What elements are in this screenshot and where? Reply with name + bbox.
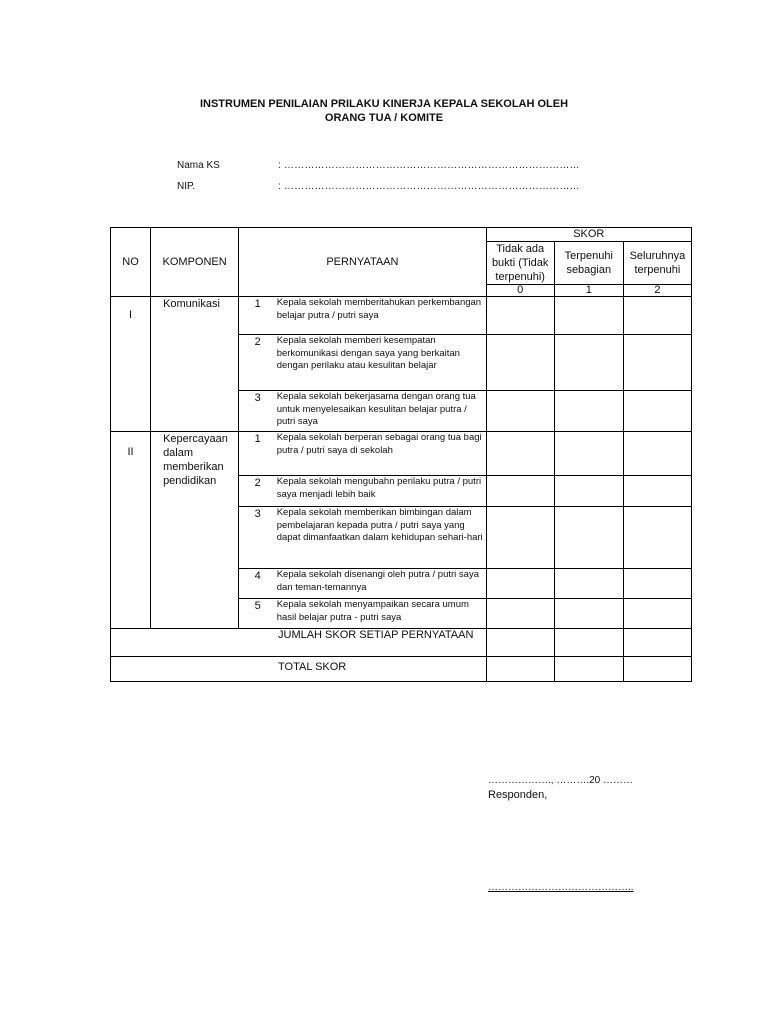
score-cell[interactable]: [554, 569, 623, 599]
group-no: II: [111, 432, 151, 629]
statement-number: 2: [254, 477, 261, 489]
total-row: [111, 657, 692, 682]
document-title: [0, 97, 768, 125]
score-cell[interactable]: [554, 476, 623, 507]
statement-text: Kepala sekolah bekerjasama dengan orang tua untuk menyelesaikan kesulitan belajar putra / putri saya: [276, 391, 476, 427]
header-level-1: Terpenuhi sebagian: [554, 242, 623, 285]
score-cell[interactable]: [554, 432, 623, 476]
header-pernyataan: PERNYATAAN: [239, 228, 486, 297]
header-level-2: Seluruhnya terpenuhi: [623, 242, 691, 285]
score-cell[interactable]: [623, 335, 691, 391]
score-cell[interactable]: [554, 297, 623, 335]
statement-text: Kepala sekolah menyampaikan secara umum hasil belajar putra - putri saya: [276, 599, 469, 623]
statement-text: Kepala sekolah memberi kesempatan berkomunikasi dengan saya yang berkaitan dengan perilaku atau kesulitan belajar: [276, 335, 460, 371]
header-level-0: Tidak ada bukti (Tidak terpenuhi): [486, 242, 554, 285]
statement-number: 1: [254, 298, 261, 310]
statement-cell: [239, 297, 486, 335]
score-cell[interactable]: [623, 432, 691, 476]
score-cell[interactable]: [486, 432, 554, 476]
statement-text: Kepala sekolah disenangi oleh putra / putri saya dan teman-temannya: [276, 569, 479, 593]
nip-field[interactable]: : ……………………………………………………………………………: [278, 181, 580, 192]
table-row: [111, 297, 692, 335]
statement-number: 1: [254, 433, 261, 445]
group-komponen-label: Kepercayaan dalam memberikan pendidikan: [163, 433, 228, 487]
assessment-table: [110, 227, 692, 682]
header-score-2: 2: [623, 285, 691, 297]
statement-text: Kepala sekolah memberikan bimbingan dalam pembelajaran kepada putra / putri saya yang dapat dimanfaatkan dalam kehidupan sehari-hari: [276, 507, 483, 543]
score-cell[interactable]: [623, 599, 691, 629]
score-cell[interactable]: [623, 629, 691, 657]
header-score-0: 0: [486, 285, 554, 297]
statement-cell: [239, 432, 486, 476]
header-score-1: 1: [554, 285, 623, 297]
statement-cell: [239, 391, 486, 432]
statement-text: Kepala sekolah berperan sebagai orang tua bagi putra / putri saya di sekolah: [276, 432, 482, 456]
score-cell[interactable]: [623, 657, 691, 682]
respondent-label: Responden,: [488, 789, 548, 801]
statement-text: Kepala sekolah memberitahukan perkembangan belajar putra / putri saya: [276, 297, 482, 321]
signature-name-line[interactable]: ……………………………………..: [488, 882, 634, 893]
header-skor: SKOR: [486, 228, 691, 242]
header-komponen: KOMPONEN: [151, 228, 239, 297]
score-cell[interactable]: [554, 599, 623, 629]
score-cell[interactable]: [486, 476, 554, 507]
statement-number: 5: [254, 600, 261, 612]
title-line-2: ORANG TUA / KOMITE: [324, 112, 444, 124]
score-cell[interactable]: [554, 507, 623, 569]
jumlah-label: JUMLAH SKOR SETIAP PERNYATAAN: [111, 629, 487, 657]
total-label: TOTAL SKOR: [111, 657, 487, 682]
score-cell[interactable]: [623, 507, 691, 569]
score-cell[interactable]: [486, 507, 554, 569]
group-komponen: [151, 432, 239, 629]
statement-cell: [239, 599, 486, 629]
statement-number: 2: [254, 336, 261, 348]
score-cell[interactable]: [486, 335, 554, 391]
score-cell[interactable]: [486, 569, 554, 599]
statement-number: 3: [254, 508, 261, 520]
score-cell[interactable]: [554, 629, 623, 657]
statement-cell: [239, 569, 486, 599]
score-cell[interactable]: [486, 629, 554, 657]
header-no: NO: [111, 228, 151, 297]
score-cell[interactable]: [486, 391, 554, 432]
statement-cell: [239, 335, 486, 391]
statement-cell: [239, 476, 486, 507]
score-cell[interactable]: [486, 657, 554, 682]
statement-number: 4: [254, 570, 261, 582]
group-komponen: [151, 297, 239, 432]
group-komponen-label: Komunikasi: [163, 298, 220, 310]
score-cell[interactable]: [554, 391, 623, 432]
nip-label: NIP.: [177, 181, 196, 192]
signature-date[interactable]: ………………., ……….20 ………: [488, 775, 634, 786]
statement-cell: [239, 507, 486, 569]
table-row: [111, 432, 692, 476]
score-cell[interactable]: [486, 297, 554, 335]
score-cell[interactable]: [486, 599, 554, 629]
nama-ks-label: Nama KS: [177, 160, 220, 171]
nama-ks-field[interactable]: : ……………………………………………………………………………: [278, 160, 580, 171]
jumlah-row: [111, 629, 692, 657]
title-line-1: INSTRUMEN PENILAIAN PRILAKU KINERJA KEPALA SEKOLAH OLEH: [199, 98, 569, 110]
group-no: I: [111, 297, 151, 432]
score-cell[interactable]: [623, 391, 691, 432]
score-cell[interactable]: [554, 335, 623, 391]
score-cell[interactable]: [554, 657, 623, 682]
statement-text: Kepala sekolah mengubahn perilaku putra / putri saya menjadi lebih baik: [276, 476, 482, 500]
score-cell[interactable]: [623, 297, 691, 335]
score-cell[interactable]: [623, 569, 691, 599]
score-cell[interactable]: [623, 476, 691, 507]
statement-number: 3: [254, 392, 261, 404]
